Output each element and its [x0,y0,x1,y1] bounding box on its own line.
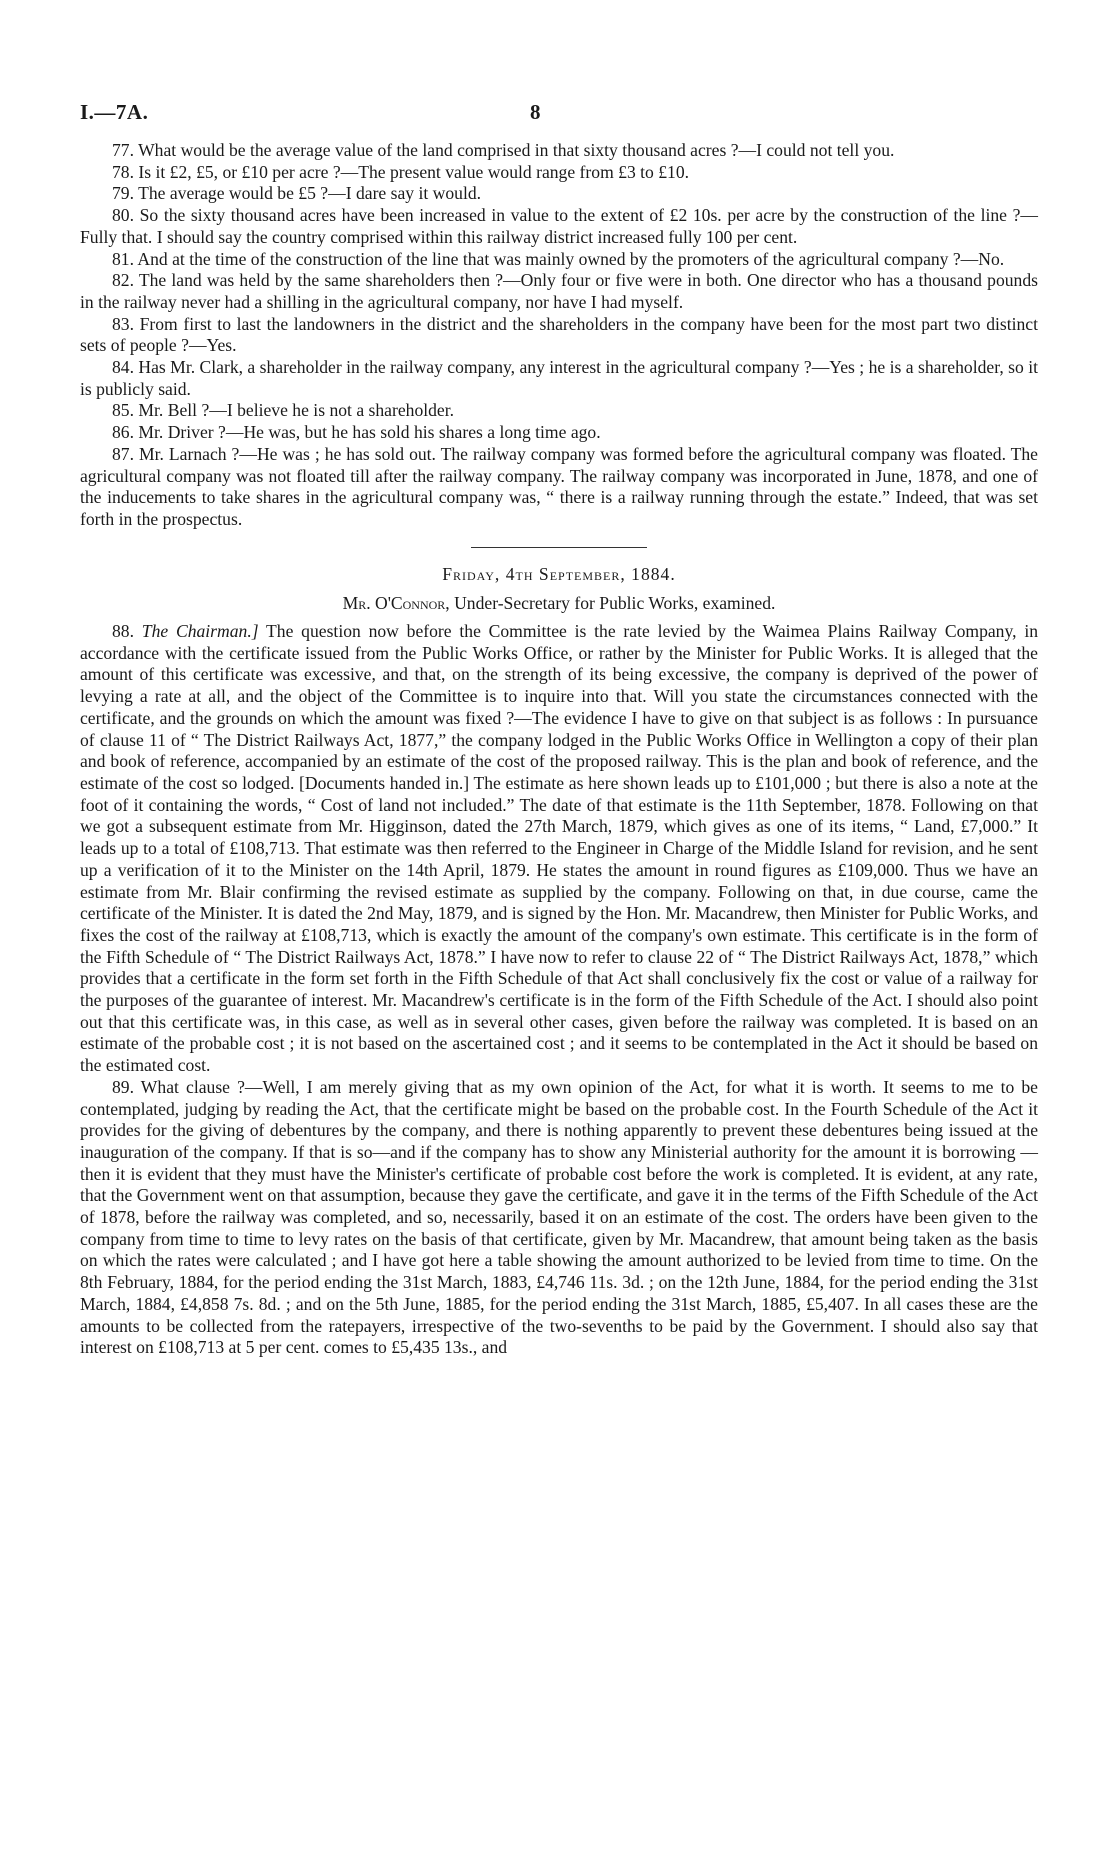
speaker: The Chairman.] [134,621,259,642]
date-heading: Friday, 4th September, 1884. [442,563,676,584]
question-77: 77. What would be the average value of the land comprised in that sixty thousand acres ?—I could not tell you. [112,140,895,160]
evidence-block-top [80,140,1038,531]
question-79: 79. The average would be £5 ?—I dare say it would. [112,183,482,204]
witness-name: Mr. O'Connor, [342,593,450,614]
section-divider [471,547,647,548]
question-80: 80. So the sixty thousand acres have been increased in value to the extent of £2 10s. per acre by the construction of the line ?—Fully that. I should say the country comprised within this railway district increased fully 100 per cent. [80,205,1038,247]
paper-reference: I.—7A. [80,100,149,124]
question-86: 86. Mr. Driver ?—He was, but he has sold his shares a long time ago. [112,422,601,443]
page-number: 8 [530,100,541,124]
question-83: 83. From first to last the landowners in the district and the shareholders in the company have been for the most part two distinct sets of people ?—Yes. [80,313,1038,356]
question-82: 82. The land was held by the same shareholders then ?—Only four or five were in both. One director who has a thousand pounds in the railway never had a shilling in the agricultural company, nor have I had myself. [80,270,1038,312]
page-header [80,100,1038,140]
witness-role: Under-Secretary for Public Works, examined. [449,593,776,614]
question-84: 84. Has Mr. Clark, a shareholder in the railway company, any interest in the agricultural company ?—Yes ; he is a shareholder, so it is publicly said. [80,357,1038,399]
question-89: 89. What clause ?—Well, I am merely giving that as my own opinion of the Act, for what it is worth. It seems to me to be contemplated, judging by reading the Act, that the certificate might be based on the probable cost. In the Fourth Schedule of the Act it provides for the giving of debentures by the company, and there is nothing apparently to prevent these debentures being issued at the inauguration of the company. If that is so—and if the company has to show any Ministerial authority for the amount it is borrowing — then it is evident that they must have the Minister's certificate of probable cost before the work is completed. It is evident, at any rate, that the Government went on that assumption, because they gave the certificate, and gave it in the terms of the Fifth Schedule of the Act of 1878, before the railway was completed, and so, necessarily, based it on an estimate of the cost. The orders have been given to the company from time to time to levy rates on the basis of that certificate, given by Mr. Macandrew, that amount being taken as the basis on which the rates were calculated ; and I have got here a table showing the amount authorized to be levied from time to time. On the 8th February, 1884, for the period ending the 31st March, 1883, £4,746 11s. 3d. ; on the 12th June, 1884, for the period ending the 31st March, 1884, £4,858 7s. 8d. ; and on the 5th June, 1885, for the period ending the 31st March, 1885, £5,407. In all cases these are the amounts to be collected from the ratepayers, irrespective of the two-sevenths to be paid by the Government. I should also say that interest on £108,713 at 5 per cent. comes to £5,435 13s., and [80,1076,1038,1358]
question-78: 78. Is it £2, £5, or £10 per acre ?—The present value would range from £3 to £10. [112,161,690,182]
question-87: 87. Mr. Larnach ?—He was ; he has sold out. The railway company was formed before the agricultural company was floated. The agricultural company was not floated till after the railway company. The railway company was incorporated in June, 1878, and one of the inducements to take shares in the agricultural company was, “ there is a railway running through the estate.” Indeed, that was set forth in the prospectus. [80,443,1038,529]
evidence-block-bottom [80,621,1038,1359]
document-page [80,100,1038,1359]
question-81: 81. And at the time of the construction of the line that was mainly owned by the promoters of the agricultural company ?—No. [112,248,1005,269]
question-85: 85. Mr. Bell ?—I believe he is not a shareholder. [112,400,455,421]
witness-heading [80,593,1038,615]
question-88: 88. The Chairman.] The question now before the Committee is the rate levied by the Waimea Plains Railway Company, in accordance with the certificate issued from the Public Works Office, or rather by the Minister for Public Works. It is alleged that the amount of this certificate was excessive, and that, on the strength of its being excessive, the company is deprived of the power of levying a rate at all, and the object of the Committee is to inquire into that. Will you state the circumstances connected with the certificate, and the grounds on which the amount was fixed ?—The evidence I have to give on that subject is as follows : In pursuance of clause 11 of “ The District Railways Act, 1877,” the company lodged in the Public Works Office in Wellington a copy of their plan and book of reference, accompanied by an estimate of the cost of the proposed railway. This is the plan and book of reference, and the estimate of the cost so lodged. [Documents handed in.] The estimate as here shown leads up to £101,000 ; but there is also a note at the foot of it containing the words, “ Cost of land not included.” The date of that estimate is the 11th September, 1878. Following on that we got a subsequent estimate from Mr. Higginson, dated the 27th March, 1879, which gives as one of its items, “ Land, £7,000.” It leads up to a total of £108,713. That estimate was then referred to the Engineer in Charge of the Middle Island for revision, and he sent up a verification of it to the Minister on the 14th April, 1879. He states the amount in round figures as £109,000. Thus we have an estimate from Mr. Blair confirming the revised estimate as supplied by the company. Following on that, in due course, came the certificate of the Minister. It is dated the 2nd May, 1879, and is signed by the Hon. Mr. Macandrew, then Minister for Public Works, and fixes the cost of the railway at £108,713, which is exactly the amount of the company's own estimate. This certificate is in the form of the Fifth Schedule of “ The District Railways Act, 1878.” I have now to refer to clause 22 of “ The District Railways Act, 1878,” which provides that a certificate in the form set forth in the Fifth Schedule of that Act shall conclusively fix the cost or value of a railway for the purposes of the guarantee of interest. Mr. Macandrew's certificate is in the form of the Fifth Schedule of the Act. I should also point out that this certificate was, in this case, as well as in several other cases, given before the railway was completed. It is based on an estimate of the probable cost ; it is not based on the ascertained cost ; and it seems to be contemplated in the Act it should be based on the estimated cost. [80,621,1039,1076]
